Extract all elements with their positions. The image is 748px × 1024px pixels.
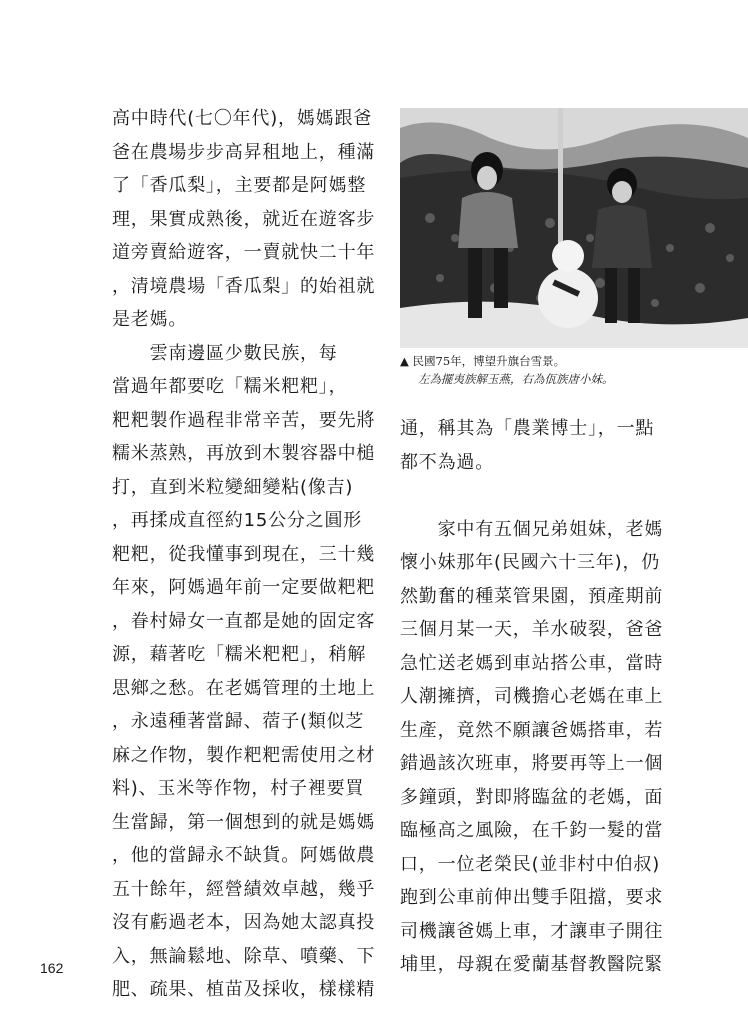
text-line: 急忙送老媽到車站搭公車，當時 (400, 652, 664, 674)
text-line: 年來，阿媽過年前一定要做粑粑 (112, 577, 376, 598)
text-line: ，再揉成直徑約15公分之圓形 (112, 510, 363, 531)
text-line: 然勤奮的種菜管果園，預產期前 (400, 585, 664, 607)
text-line: ，清境農場「香瓜梨」的始祖就 (112, 275, 376, 297)
text-line: 糯米蒸熟，再放到木製容器中槌 (112, 443, 376, 464)
right-text-column (400, 412, 664, 982)
text-line: ，他的當歸永不缺貨。阿媽做農 (112, 845, 376, 866)
text-line: 當過年都要吃「糯米粑粑」， (112, 376, 348, 397)
text-line: 五十餘年，經營績效卓越，幾乎 (112, 878, 376, 900)
photo-illustration (400, 108, 748, 348)
text-line: 三個月某一天，羊水破裂，爸爸 (400, 619, 664, 640)
text-line: 家中有五個兄弟姐妹，老媽 (400, 518, 664, 540)
text-line: 跑到公車前伸出雙手阻擋，要求 (400, 887, 664, 908)
text-line: 了「香瓜梨」，主要都是阿媽整 (112, 175, 367, 196)
text-line: 入，無論鬆地、除草、噴藥、下 (112, 945, 376, 967)
text-line: 沒有虧過老本，因為她太認真投 (112, 912, 376, 933)
text-line: 高中時代(七〇年代)，媽媽跟爸 (112, 108, 373, 129)
text-line: 打，直到米粒變細變粘(像吉) (112, 476, 354, 498)
caption-line-1: ▲ 民國75年，博望升旗台雪景。 (400, 354, 566, 368)
text-line: 口，一位老榮民(並非村中伯叔) (400, 853, 661, 875)
photo-caption (400, 352, 748, 388)
text-line: 料)、玉米等作物，村子裡要買 (112, 778, 365, 799)
text-line: 多鐘頭，對即將臨盆的老媽，面 (400, 786, 664, 808)
text-line: 粑粑，從我懂事到現在，三十幾 (112, 543, 376, 565)
text-line: 都不為過。 (400, 451, 494, 473)
text-line: 道旁賣給遊客，一賣就快二十年 (112, 242, 376, 263)
text-line: 懷小妹那年(民國六十三年)，仍 (400, 552, 661, 573)
text-line: 臨極高之風險，在千鈞一髮的當 (400, 820, 664, 841)
text-line: 麻之作物，製作粑粑需使用之材 (112, 744, 376, 766)
text-line: 人潮擁擠，司機擔心老媽在車上 (400, 686, 664, 707)
text-line: 理，果實成熟後，就近在遊客步 (112, 208, 376, 230)
snow-scene-photo (400, 108, 748, 348)
text-line: 生產，竟然不願讓爸媽搭車，若 (400, 719, 664, 741)
text-line: 是老媽。 (112, 309, 188, 330)
text-line: ，眷村婦女一直都是她的固定客 (112, 610, 376, 632)
text-line: 思鄉之愁。在老媽管理的土地上 (112, 677, 376, 699)
text-line: 雲南邊區少數民族，每 (112, 342, 338, 364)
text-line (400, 479, 660, 513)
text-line: 肥、疏果、植苗及採收，樣樣精 (112, 979, 376, 1000)
text-line: 錯過該次班車，將要再等上一個 (400, 753, 664, 774)
text-line: 粑粑製作過程非常辛苦，要先將 (112, 409, 376, 431)
text-line: 司機讓爸媽上車，才讓車子開往 (400, 920, 664, 942)
text-line: 通，稱其為「農業博士」，一點 (400, 418, 655, 439)
text-line: 生當歸，第一個想到的就是媽媽 (112, 811, 376, 833)
text-line: 源，藉著吃「糯米粑粑」，稍解 (112, 644, 367, 665)
left-text-column (112, 102, 376, 1007)
text-line: ，永遠種著當歸、蓿子(類似芝 (112, 711, 365, 732)
text-line: 爸在農場步步高昇租地上，種滿 (112, 141, 376, 163)
caption-line-2: 左為擺夷族解玉燕，右為佤族唐小妹。 (418, 372, 614, 386)
page-number: 162 (40, 960, 64, 976)
text-line: 埔里，母親在愛蘭基督教醫院緊 (400, 954, 664, 975)
